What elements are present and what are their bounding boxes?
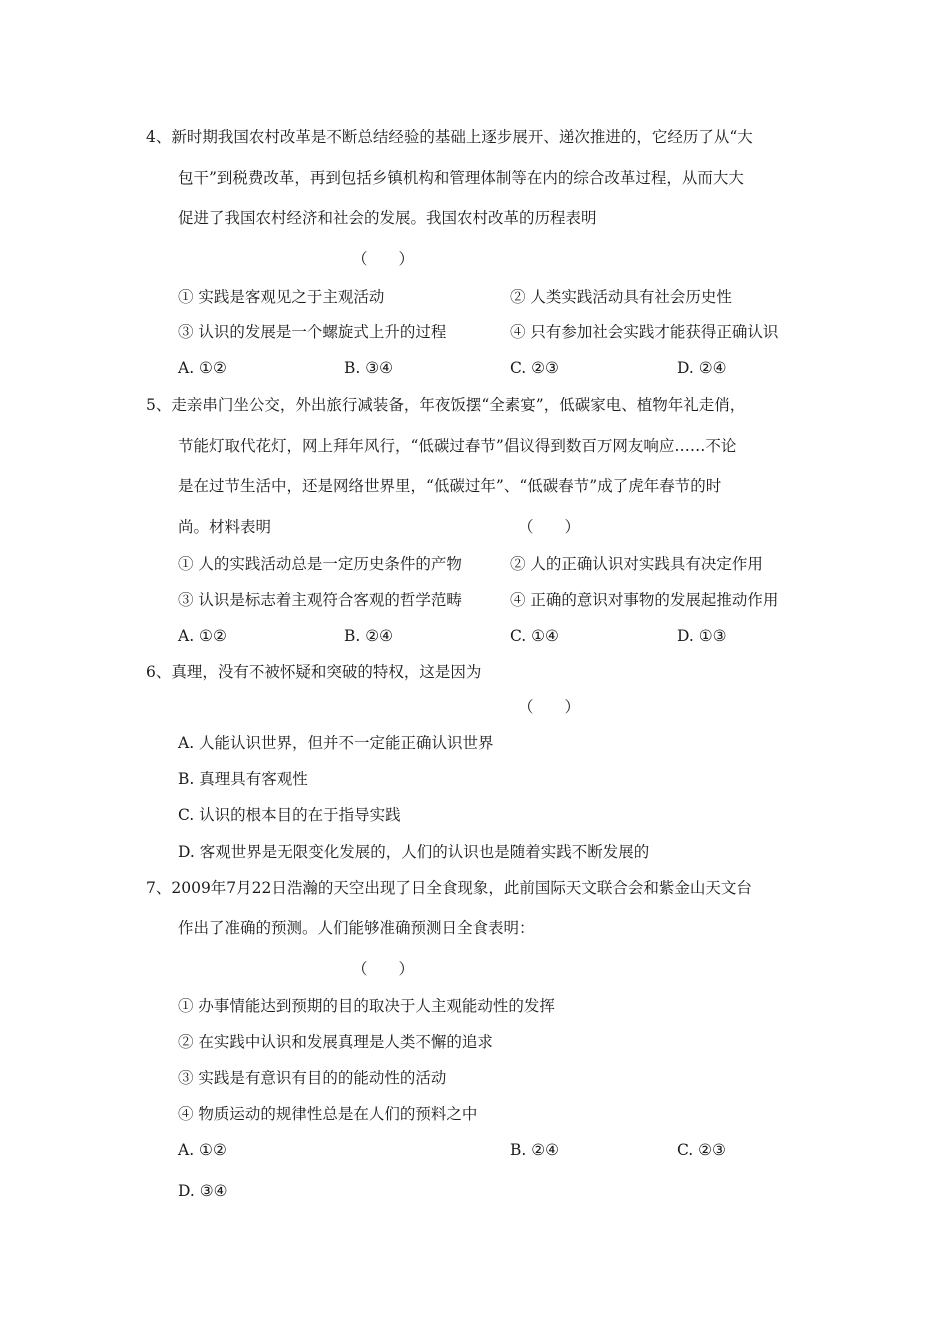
q7-option-3: ③ 实践是有意识有目的的能动性的活动 <box>178 1069 447 1087</box>
q5-answer-paren: （ ） <box>518 518 581 536</box>
q5-stem-line1: 5、走亲串门坐公交，外出旅行减装备，年夜饭摆“全素宴”，低碳家电、植物年礼走俏， <box>146 396 746 414</box>
q7-option-2: ② 在实践中认识和发展真理是人类不懈的追求 <box>178 1033 493 1051</box>
q7-stem-line2: 作出了准确的预测。人们能够准确预测日全食表明： <box>178 919 535 937</box>
q7-option-4: ④ 物质运动的规律性总是在人们的预料之中 <box>178 1105 478 1123</box>
q5-stem-line2: 节能灯取代花灯，网上拜年风行，“低碳过春节”倡议得到数百万网友响应……不论 <box>178 437 737 455</box>
q5-stem-line3: 是在过节生活中，还是网络世界里，“低碳过年”、“低碳春节”成了虎年春节的时 <box>178 477 722 495</box>
q4-stem-line1: 4、新时期我国农村改革是不断总结经验的基础上逐步展开、递次推进的，它经历了从“大 <box>146 128 753 146</box>
q5-choice-b: B. ②④ <box>344 627 394 645</box>
q4-choice-b: B. ③④ <box>344 359 394 377</box>
q6-choice-b: B. 真理具有客观性 <box>178 770 308 788</box>
q5-choice-d: D. ①③ <box>677 627 727 645</box>
q6-choice-d: D. 客观世界是无限变化发展的，人们的认识也是随着实践不断发展的 <box>178 843 650 861</box>
q6-stem-line1: 6、真理，没有不被怀疑和突破的特权，这是因为 <box>146 663 482 681</box>
q6-answer-paren: （ ） <box>518 698 581 716</box>
q7-answer-paren: （ ） <box>352 960 415 978</box>
q5-option-1: ① 人的实践活动总是一定历史条件的产物 <box>178 555 462 573</box>
q4-choice-c: C. ②③ <box>510 359 559 377</box>
q7-choice-d: D. ③④ <box>178 1182 228 1200</box>
q5-stem-line4: 尚。材料表明 <box>178 518 272 536</box>
q5-choice-a: A. ①② <box>178 627 227 645</box>
q4-option-1: ① 实践是客观见之于主观活动 <box>178 288 385 306</box>
q5-choice-c: C. ①④ <box>510 627 559 645</box>
q5-option-2: ② 人的正确认识对实践具有决定作用 <box>510 555 763 573</box>
q4-option-2: ② 人类实践活动具有社会历史性 <box>510 288 732 306</box>
q7-choice-a: A. ①② <box>178 1141 227 1159</box>
q6-choice-c: C. 认识的根本目的在于指导实践 <box>178 806 401 824</box>
q4-stem-line2: 包干”到税费改革，再到包括乡镇机构和管理体制等在内的综合改革过程，从而大大 <box>178 169 744 187</box>
q4-choice-a: A. ①② <box>178 359 227 377</box>
q6-choice-a: A. 人能认识世界，但并不一定能正确认识世界 <box>178 734 494 752</box>
q7-choice-c: C. ②③ <box>677 1141 726 1159</box>
q4-stem-line3: 促进了我国农村经济和社会的发展。我国农村改革的历程表明 <box>178 209 597 227</box>
q5-option-4: ④ 正确的意识对事物的发展起推动作用 <box>510 591 779 609</box>
q4-answer-paren: （ ） <box>352 250 415 268</box>
q7-option-1: ① 办事情能达到预期的目的取决于人主观能动性的发挥 <box>178 997 555 1015</box>
q7-stem-line1: 7、2009年7月22日浩瀚的天空出现了日全食现象，此前国际天文联合会和紫金山天文台 <box>146 879 752 897</box>
q4-option-4: ④ 只有参加社会实践才能获得正确认识 <box>510 323 779 341</box>
q7-choice-b: B. ②④ <box>510 1141 560 1159</box>
q4-option-3: ③ 认识的发展是一个螺旋式上升的过程 <box>178 323 447 341</box>
q4-choice-d: D. ②④ <box>677 359 727 377</box>
q5-option-3: ③ 认识是标志着主观符合客观的哲学范畴 <box>178 591 462 609</box>
